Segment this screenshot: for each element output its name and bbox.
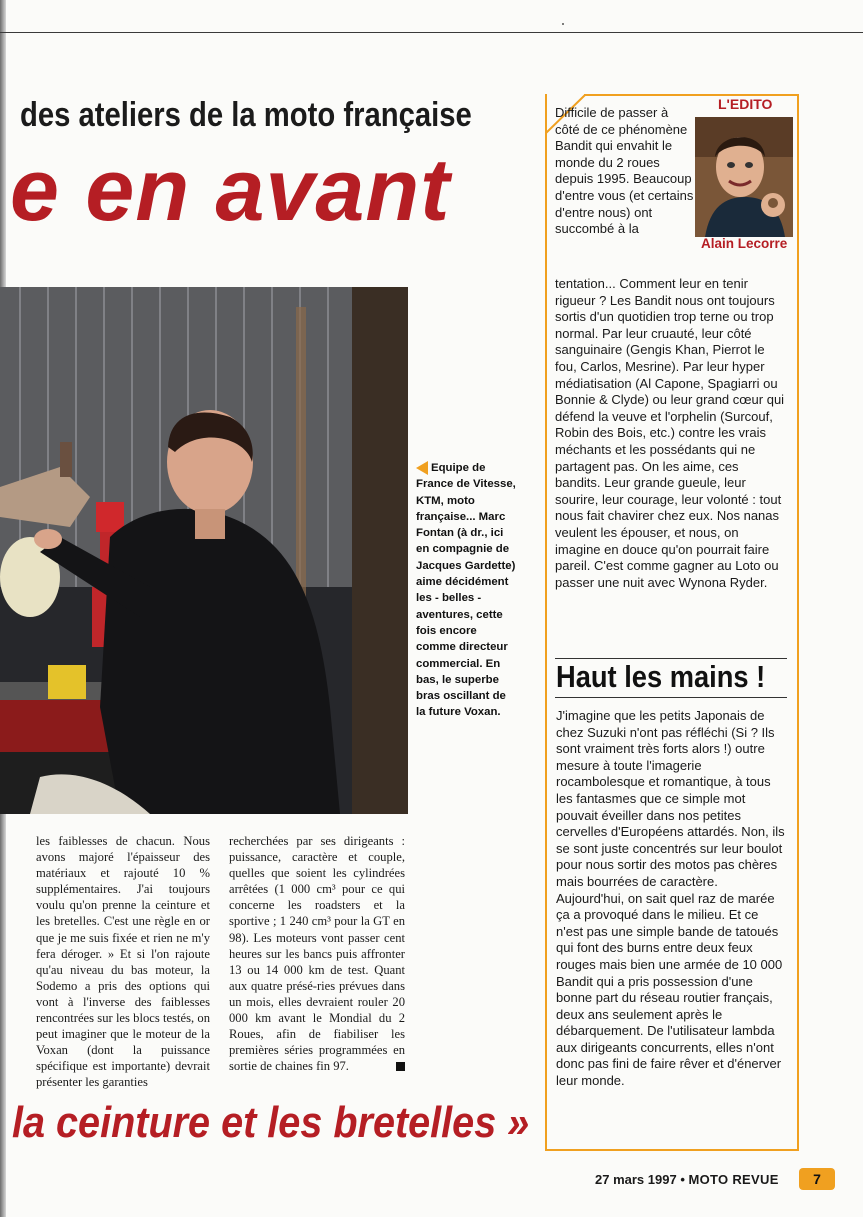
workshop-photo-illustration bbox=[0, 287, 408, 814]
body-column-1: les faiblesses de chacun. Nous avons majoré l'épaisseur des matériaux et rajouté 10 % supplémentaires. J'ai toujours voulu qu'on prenne la ceinture et les bretelles. C'est une règle en or que je me suis fixée et rien ne m'y fera déroger. » Et si l'on rajoute qu'au niveau du bas moteur, la Sodemo a pris des options qui vont à l'inverse des faiblesses rencontrées sur les blocs testés, on peut imaginer que le moteur de la Voxan (dont la puissance spécifique est importante) devrait présenter les garanties bbox=[36, 834, 210, 1090]
edito-intro: Difficile de passer à côté de ce phénomène Bandit qui envahit le monde du 2 roues depuis 1995. Beaucoup d'entre vous (et certains d'entre nous) ont succombé à la bbox=[555, 105, 694, 237]
section-title: Haut les mains ! bbox=[556, 659, 766, 694]
author-portrait bbox=[695, 117, 793, 237]
body-column-2 bbox=[229, 833, 405, 1074]
footer-separator: • bbox=[680, 1172, 685, 1187]
section-text: J'imagine que les petits Japonais de chez Suzuki n'ont pas réfléchi (Si ? Ils sont vraiment très forts alors !) outre mesure à toute l'imagerie rocambolesque et romantique, à tous les fantasmes que ce simple mot pouvait éveiller dans nos petites cervelles d'Européens attardés. Non, ils se sont juste concentrés sur leur boulot pour nous sortir des motos pas chères mais bourrées de caractère. Aujourd'hui, on sait quel raz de marée ça a provoqué dans le milieu. Et ce n'est pas une simple bande de tatoués qui font des burns entre deux feux rouges mais bien une armée de 10 000 Bandit qui a pris possession d'une bonne part du réseau routier français, deux ans seulement après le débarquement. De l'utilisateur lambda aux dirigeants concurrents, elles n'ont donc pas fini de faire rêver et d'énerver leur monde. bbox=[556, 708, 785, 1089]
author-portrait-illustration bbox=[695, 117, 793, 237]
edito-text: tentation... Comment leur en tenir rigueur ? Les Bandit nous ont toujours sortis d'un quotidien trop terne ou trop normal. Par leur cruauté, leur côté sanguinaire (Gengis Khan, Pierrot le fou, Carlos, Mesrine). Par leur hyper médiatisation (Al Capone, Spagiarri ou Bonnie & Clyde) ou leur grand cœur qui défend la veuve et l'orphelin (Surcouf, Robin des Bois, etc.) contre les vrais méchants et les possédants qui ne partagent pas. On les aime, ces bandits. Leur grande gueule, leur sourire, leur courage, leur volonté : tout nous fait chavirer chez eux. Nos nanas veulent les épouser, et nous, on imagine en douce qu'on pourrait faire pareil. C'est comme gagner au Loto ou passer une nuit avec Wynona Ryder. bbox=[555, 276, 785, 590]
page-number: 7 bbox=[799, 1168, 835, 1190]
workshop-photo bbox=[0, 287, 408, 814]
section-rule-bottom bbox=[555, 697, 787, 698]
caption-text: France de Vitesse, KTM, moto française... Marc Fontan (à dr., ici en compagnie de Jacques Gardette) aime décidément les - belles - aventures, cette fois encore comme directeur commercial. En bas, le superbe bras oscillant de la future Voxan. bbox=[416, 478, 516, 719]
caption-title: Equipe de bbox=[431, 462, 486, 474]
author-name: Alain Lecorre bbox=[701, 236, 788, 251]
caption-arrow-icon bbox=[416, 461, 428, 475]
article-headline: e en avant bbox=[10, 140, 451, 239]
page-footer bbox=[595, 1172, 779, 1187]
photo-caption bbox=[416, 460, 516, 721]
issue-date: 27 mars 1997 bbox=[595, 1172, 677, 1187]
edito-label: L'EDITO bbox=[718, 96, 773, 112]
print-speck bbox=[562, 23, 564, 25]
pull-quote: la ceinture et les bretelles » bbox=[12, 1098, 530, 1147]
body-column-2-text: recherchées par ses dirigeants : puissance, caractère et couple, quelles que soient les cylindrées arrêtées (1 000 cm³ pour ce qui concerne les roadsters et la sportive ; 1 240 cm³ pour la GT en 98). Les moteurs vont passer cent heures sur les bancs puis affronter 13 ou 14 000 km de test. Quant aux quatre présé-ries prévues dans un mois, elles devraient rouler 20 000 km avant le Mondial du 2 Roues, afin de fiabiliser les premières séries programmées en sortie de chaines fin 97. bbox=[229, 834, 405, 1074]
article-subtitle: des ateliers de la moto française bbox=[20, 96, 472, 134]
top-rule bbox=[0, 32, 863, 33]
magazine-name: MOTO REVUE bbox=[688, 1172, 779, 1187]
end-mark-icon bbox=[396, 1062, 405, 1071]
